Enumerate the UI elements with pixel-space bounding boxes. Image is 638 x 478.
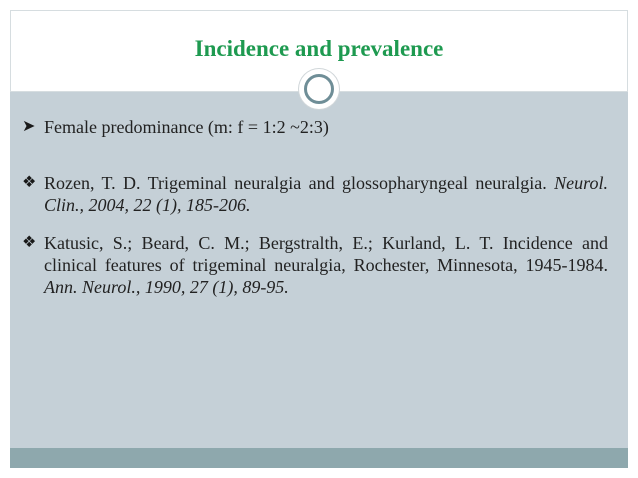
bullet-text: [22, 172, 608, 216]
reference-text: Rozen, T. D. Trigeminal neuralgia and glossopharyngeal neuralgia.: [44, 173, 547, 193]
journal-citation: Neurol. Clin., 2004, 22 (1), 185-206.: [44, 173, 608, 215]
bullet-text: [22, 232, 608, 298]
journal-citation: Ann. Neurol., 1990, 27 (1), 89-95.: [44, 277, 289, 297]
bullet-item-2: [22, 172, 608, 216]
diamond-bullet-icon: ❖: [22, 234, 37, 251]
diamond-bullet-icon: ❖: [22, 174, 37, 191]
bullet-text: Female predominance (m: f = 1:2 ~2:3): [44, 117, 329, 137]
footer-band: [10, 448, 628, 468]
circle-ring: [304, 74, 334, 104]
bullet-item-3: [22, 232, 608, 298]
reference-text: Katusic, S.; Beard, C. M.; Bergstralth, E.; Kurland, L. T. Incidence and clinical features of trigeminal neuralgia, Rochester, Minnesota, 1945-1984.: [44, 233, 608, 275]
bullet-item-1: [22, 116, 608, 138]
circle-ornament-icon: [299, 69, 339, 109]
slide-title: Incidence and prevalence: [194, 36, 444, 61]
arrow-bullet-icon: ➤: [22, 118, 36, 135]
